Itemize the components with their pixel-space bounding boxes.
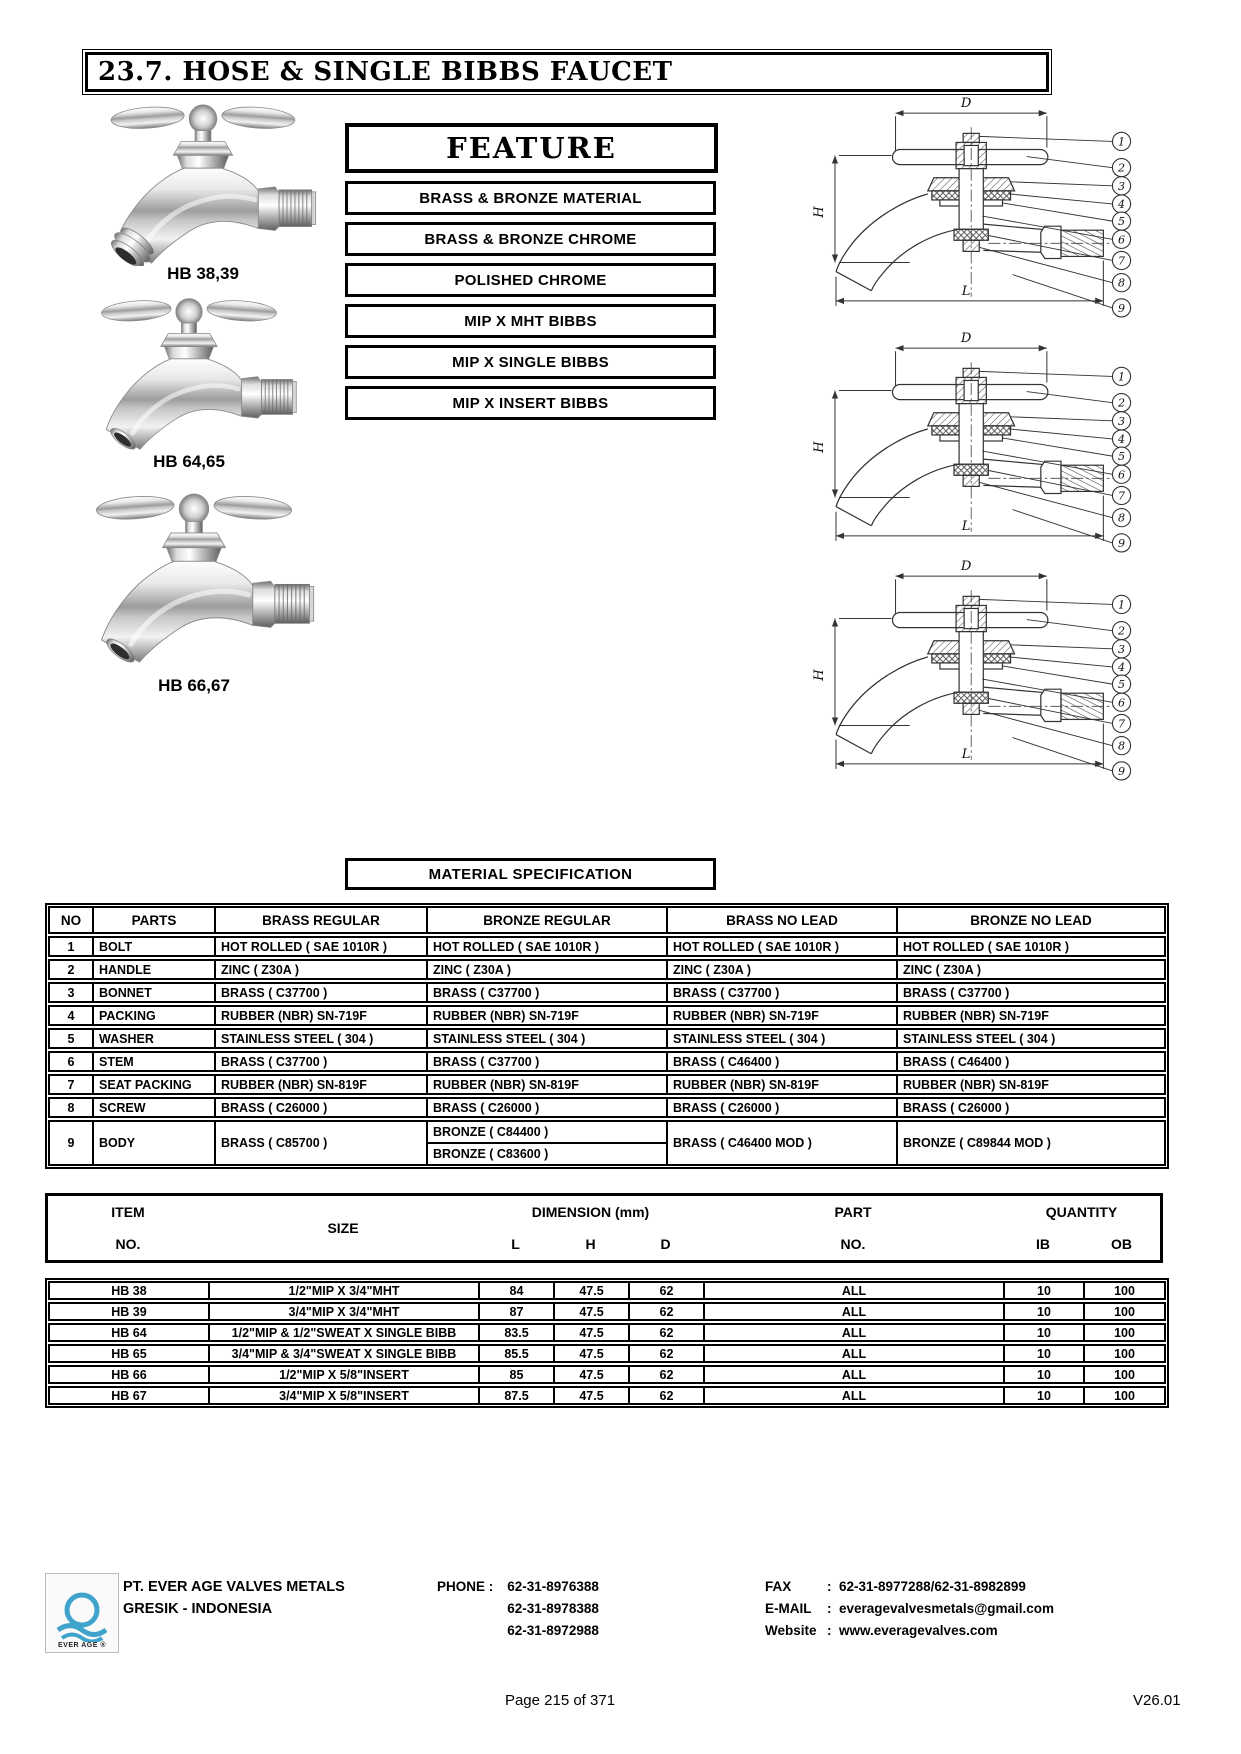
item-cell: 100 bbox=[1114, 1388, 1135, 1403]
item-cell: ALL bbox=[705, 1346, 1005, 1361]
item-cell: 87.5 bbox=[480, 1388, 555, 1403]
item-header-d: D bbox=[660, 1236, 671, 1252]
item-header-h: H bbox=[585, 1236, 596, 1252]
material-cell: HOT ROLLED ( SAE 1010R ) bbox=[216, 938, 428, 955]
item-cell: 62 bbox=[630, 1388, 705, 1403]
item-cell: 47.5 bbox=[555, 1283, 630, 1298]
material-cell: BRASS ( C46400 MOD ) bbox=[668, 1122, 898, 1164]
material-row bbox=[48, 1005, 1166, 1026]
colon: : bbox=[827, 1623, 832, 1638]
contact-block bbox=[765, 1576, 1054, 1642]
item-cell: 47.5 bbox=[555, 1304, 630, 1319]
feature-item-6: MIP X INSERT BIBBS bbox=[345, 386, 716, 420]
product-label-hb64-65: HB 64,65 bbox=[153, 452, 225, 471]
feature-item-4: MIP X MHT BIBBS bbox=[345, 304, 716, 338]
material-cell: SCREW bbox=[94, 1099, 216, 1116]
website-row bbox=[765, 1620, 1054, 1642]
item-row-hb67 bbox=[48, 1386, 1166, 1405]
phone-numbers bbox=[507, 1576, 599, 1642]
material-cell: 1 bbox=[50, 938, 94, 955]
item-cell: 62 bbox=[630, 1367, 705, 1382]
material-header-brass-no-lead: BRASS NO LEAD bbox=[668, 908, 898, 932]
item-row-hb38 bbox=[48, 1281, 1166, 1300]
material-header-row bbox=[48, 906, 1166, 934]
faucet-photo-hb38-39 bbox=[78, 98, 328, 266]
faucet-photo-hb66-67 bbox=[68, 478, 320, 674]
item-cell: 10 bbox=[1005, 1346, 1085, 1361]
company-location: GRESIK - INDONESIA bbox=[123, 1601, 273, 1617]
feature-heading: FEATURE bbox=[345, 123, 718, 173]
item-cell: 62 bbox=[630, 1283, 705, 1298]
item-cell: 62 bbox=[630, 1325, 705, 1340]
feature-item-5: MIP X SINGLE BIBBS bbox=[345, 345, 716, 379]
item-header-dimension: DIMENSION (mm) bbox=[531, 1204, 650, 1220]
material-cell: STAINLESS STEEL ( 304 ) bbox=[216, 1030, 428, 1047]
product-label-hb66-67: HB 66,67 bbox=[158, 676, 230, 695]
item-cell: 1/2"MIP & 1/2"SWEAT X SINGLE BIBB bbox=[210, 1325, 480, 1340]
phone-number: 62-31-8978388 bbox=[507, 1601, 599, 1616]
material-header-bronze-regular: BRONZE REGULAR bbox=[428, 908, 668, 932]
material-row bbox=[48, 959, 1166, 980]
material-cell: BRONZE ( C89844 MOD ) bbox=[903, 1136, 1051, 1150]
material-cell: RUBBER (NBR) SN-719F bbox=[428, 1007, 668, 1024]
material-cell: BRASS ( C37700 ) bbox=[668, 984, 898, 1001]
item-cell: 10 bbox=[1005, 1283, 1085, 1298]
material-row bbox=[48, 936, 1166, 957]
material-cell: BRASS ( C26000 ) bbox=[216, 1099, 428, 1116]
material-cell: ZINC ( Z30A ) bbox=[903, 962, 982, 977]
material-row bbox=[48, 1028, 1166, 1049]
item-cell: 10 bbox=[1005, 1325, 1085, 1340]
email-row bbox=[765, 1598, 1054, 1620]
item-cell: HB 67 bbox=[50, 1388, 210, 1403]
item-cell: 100 bbox=[1114, 1304, 1135, 1319]
material-cell: BRASS ( C85700 ) bbox=[216, 1122, 428, 1164]
material-spec-heading: MATERIAL SPECIFICATION bbox=[345, 858, 716, 890]
material-cell: BODY bbox=[94, 1122, 216, 1164]
item-cell: 100 bbox=[1114, 1346, 1135, 1361]
item-cell: 1/2"MIP X 3/4"MHT bbox=[210, 1283, 480, 1298]
item-cell: 3/4"MIP X 5/8"INSERT bbox=[210, 1388, 480, 1403]
item-cell: 3/4"MIP & 3/4"SWEAT X SINGLE BIBB bbox=[210, 1346, 480, 1361]
feature-item-3: POLISHED CHROME bbox=[345, 263, 716, 297]
item-row-hb64 bbox=[48, 1323, 1166, 1342]
material-cell: RUBBER (NBR) SN-819F bbox=[668, 1076, 898, 1093]
company-logo bbox=[45, 1573, 119, 1653]
material-cell: RUBBER (NBR) SN-819F bbox=[428, 1076, 668, 1093]
material-cell: BRASS ( C37700 ) bbox=[216, 1053, 428, 1070]
technical-diagram-hb38-39 bbox=[757, 93, 1141, 320]
item-cell: 10 bbox=[1005, 1304, 1085, 1319]
item-header-ob: OB bbox=[1111, 1236, 1132, 1252]
page-number: Page 215 of 371 bbox=[504, 1692, 616, 1709]
item-cell: 47.5 bbox=[555, 1346, 630, 1361]
material-header-brass-regular: BRASS REGULAR bbox=[216, 908, 428, 932]
item-cell: 3/4"MIP X 3/4"MHT bbox=[210, 1304, 480, 1319]
item-cell: HB 38 bbox=[50, 1283, 210, 1298]
fax-value: 62-31-8977288/62-31-8982899 bbox=[839, 1579, 1026, 1594]
fax-label: FAX bbox=[765, 1579, 792, 1594]
material-cell: BOLT bbox=[94, 938, 216, 955]
material-cell: 8 bbox=[50, 1099, 94, 1116]
company-info bbox=[123, 1576, 345, 1620]
item-cell: 10 bbox=[1005, 1388, 1085, 1403]
material-cell: 9 bbox=[50, 1122, 94, 1164]
material-cell: BONNET bbox=[94, 984, 216, 1001]
material-header-bronze-no-lead: BRONZE NO LEAD bbox=[970, 912, 1092, 928]
feature-item-1: BRASS & BRONZE MATERIAL bbox=[345, 181, 716, 215]
material-cell: ZINC ( Z30A ) bbox=[428, 961, 668, 978]
item-cell: 85.5 bbox=[480, 1346, 555, 1361]
item-header-no: NO. bbox=[115, 1236, 141, 1252]
material-cell: 5 bbox=[50, 1030, 94, 1047]
item-table-header bbox=[45, 1193, 1163, 1263]
item-cell: ALL bbox=[705, 1325, 1005, 1340]
fax-row bbox=[765, 1576, 1054, 1598]
item-cell: 100 bbox=[1114, 1325, 1135, 1340]
material-cell-split bbox=[428, 1122, 668, 1164]
material-cell: RUBBER (NBR) SN-719F bbox=[216, 1007, 428, 1024]
material-row bbox=[48, 1074, 1166, 1095]
material-header-no: NO bbox=[50, 908, 94, 932]
colon: : bbox=[827, 1579, 832, 1594]
item-cell: ALL bbox=[705, 1304, 1005, 1319]
item-cell: ALL bbox=[705, 1283, 1005, 1298]
material-spec-table bbox=[45, 903, 1169, 1169]
material-row bbox=[48, 982, 1166, 1003]
item-cell: 10 bbox=[1005, 1367, 1085, 1382]
item-cell: 100 bbox=[1114, 1283, 1135, 1298]
technical-diagram-hb66-67 bbox=[757, 556, 1141, 783]
email-label: E-MAIL bbox=[765, 1601, 812, 1616]
material-cell: BRASS ( C26000 ) bbox=[428, 1099, 668, 1116]
material-cell: BRASS ( C46400 ) bbox=[668, 1053, 898, 1070]
item-cell: HB 39 bbox=[50, 1304, 210, 1319]
material-cell: 6 bbox=[50, 1053, 94, 1070]
material-cell: HANDLE bbox=[94, 961, 216, 978]
item-cell: ALL bbox=[705, 1388, 1005, 1403]
material-cell: BRASS ( C46400 ) bbox=[903, 1054, 1010, 1069]
faucet-image bbox=[70, 292, 308, 452]
material-cell: HOT ROLLED ( SAE 1010R ) bbox=[903, 939, 1069, 954]
website-label: Website bbox=[765, 1623, 817, 1638]
material-row bbox=[48, 1097, 1166, 1118]
item-cell: HB 66 bbox=[50, 1367, 210, 1382]
item-header-part: PART bbox=[834, 1204, 872, 1220]
technical-diagram-hb64-65 bbox=[757, 328, 1141, 555]
phone-label: PHONE : bbox=[437, 1579, 494, 1594]
material-cell: BRASS ( C37700 ) bbox=[903, 985, 1010, 1000]
material-cell: 7 bbox=[50, 1076, 94, 1093]
item-cell: 47.5 bbox=[555, 1367, 630, 1382]
phone-number: 62-31-8976388 bbox=[507, 1579, 599, 1594]
material-cell: STEM bbox=[94, 1053, 216, 1070]
item-cell: HB 64 bbox=[50, 1325, 210, 1340]
item-cell: ALL bbox=[705, 1367, 1005, 1382]
item-header-part-no: NO. bbox=[840, 1236, 866, 1252]
faucet-image bbox=[78, 98, 328, 266]
feature-item-2: BRASS & BRONZE CHROME bbox=[345, 222, 716, 256]
material-cell: STAINLESS STEEL ( 304 ) bbox=[668, 1030, 898, 1047]
item-header-l: L bbox=[511, 1236, 520, 1252]
material-cell: 4 bbox=[50, 1007, 94, 1024]
material-cell: 3 bbox=[50, 984, 94, 1001]
phone-block bbox=[437, 1576, 599, 1642]
item-cell: HB 65 bbox=[50, 1346, 210, 1361]
material-row-body bbox=[48, 1120, 1166, 1166]
product-label-hb38-39: HB 38,39 bbox=[167, 264, 239, 283]
item-row-hb65 bbox=[48, 1344, 1166, 1363]
item-header-size: SIZE bbox=[327, 1220, 359, 1236]
material-cell: BRASS ( C26000 ) bbox=[903, 1100, 1010, 1115]
material-cell: BRASS ( C37700 ) bbox=[428, 1053, 668, 1070]
item-cell: 1/2"MIP X 5/8"INSERT bbox=[210, 1367, 480, 1382]
material-cell: ZINC ( Z30A ) bbox=[216, 961, 428, 978]
material-cell: HOT ROLLED ( SAE 1010R ) bbox=[668, 938, 898, 955]
material-cell: ZINC ( Z30A ) bbox=[668, 961, 898, 978]
version-label: V26.01 bbox=[1133, 1692, 1181, 1709]
item-cell: 47.5 bbox=[555, 1388, 630, 1403]
everage-logo-text: EVER AGE ® bbox=[57, 1642, 107, 1649]
item-cell: 47.5 bbox=[555, 1325, 630, 1340]
item-cell: 62 bbox=[630, 1346, 705, 1361]
item-cell: 85 bbox=[480, 1367, 555, 1382]
item-header-item: ITEM bbox=[111, 1204, 145, 1220]
item-header-quantity: QUANTITY bbox=[1045, 1204, 1118, 1220]
material-cell: HOT ROLLED ( SAE 1010R ) bbox=[428, 938, 668, 955]
material-cell: RUBBER (NBR) SN-819F bbox=[216, 1076, 428, 1093]
material-cell: SEAT PACKING bbox=[94, 1076, 216, 1093]
item-cell: 62 bbox=[630, 1304, 705, 1319]
material-cell: BRASS ( C37700 ) bbox=[428, 984, 668, 1001]
material-cell: STAINLESS STEEL ( 304 ) bbox=[428, 1030, 668, 1047]
item-cell: 87 bbox=[480, 1304, 555, 1319]
colon: : bbox=[827, 1601, 832, 1616]
material-cell: STAINLESS STEEL ( 304 ) bbox=[903, 1031, 1056, 1046]
section-title bbox=[85, 52, 1049, 92]
item-row-hb39 bbox=[48, 1302, 1166, 1321]
phone-number: 62-31-8972988 bbox=[507, 1623, 599, 1638]
material-cell: RUBBER (NBR) SN-719F bbox=[668, 1007, 898, 1024]
item-table bbox=[45, 1278, 1169, 1408]
item-cell: 84 bbox=[480, 1283, 555, 1298]
item-header-ib: IB bbox=[1036, 1236, 1050, 1252]
material-cell: BRASS ( C26000 ) bbox=[668, 1099, 898, 1116]
everage-logo-icon bbox=[52, 1590, 112, 1642]
item-row-hb66 bbox=[48, 1365, 1166, 1384]
material-cell: RUBBER (NBR) SN-719F bbox=[903, 1008, 1049, 1023]
item-cell: 83.5 bbox=[480, 1325, 555, 1340]
material-cell: BRONZE ( C83600 ) bbox=[433, 1147, 549, 1161]
section-title-text: 23.7. HOSE & SINGLE BIBBS FAUCET bbox=[98, 57, 673, 87]
material-header-parts: PARTS bbox=[94, 908, 216, 932]
material-cell: PACKING bbox=[94, 1007, 216, 1024]
faucet-photo-hb64-65 bbox=[70, 292, 308, 452]
faucet-image bbox=[68, 478, 320, 674]
email-value: everagevalvesmetals@gmail.com bbox=[839, 1601, 1055, 1616]
material-cell: BRONZE ( C84400 ) bbox=[428, 1122, 666, 1144]
company-name: PT. EVER AGE VALVES METALS bbox=[123, 1579, 345, 1595]
item-cell: 100 bbox=[1114, 1367, 1135, 1382]
website-value: www.everagevalves.com bbox=[839, 1623, 998, 1638]
material-cell: 2 bbox=[50, 961, 94, 978]
material-cell: WASHER bbox=[94, 1030, 216, 1047]
material-cell: RUBBER (NBR) SN-819F bbox=[903, 1077, 1049, 1092]
material-row bbox=[48, 1051, 1166, 1072]
material-cell: BRASS ( C37700 ) bbox=[216, 984, 428, 1001]
